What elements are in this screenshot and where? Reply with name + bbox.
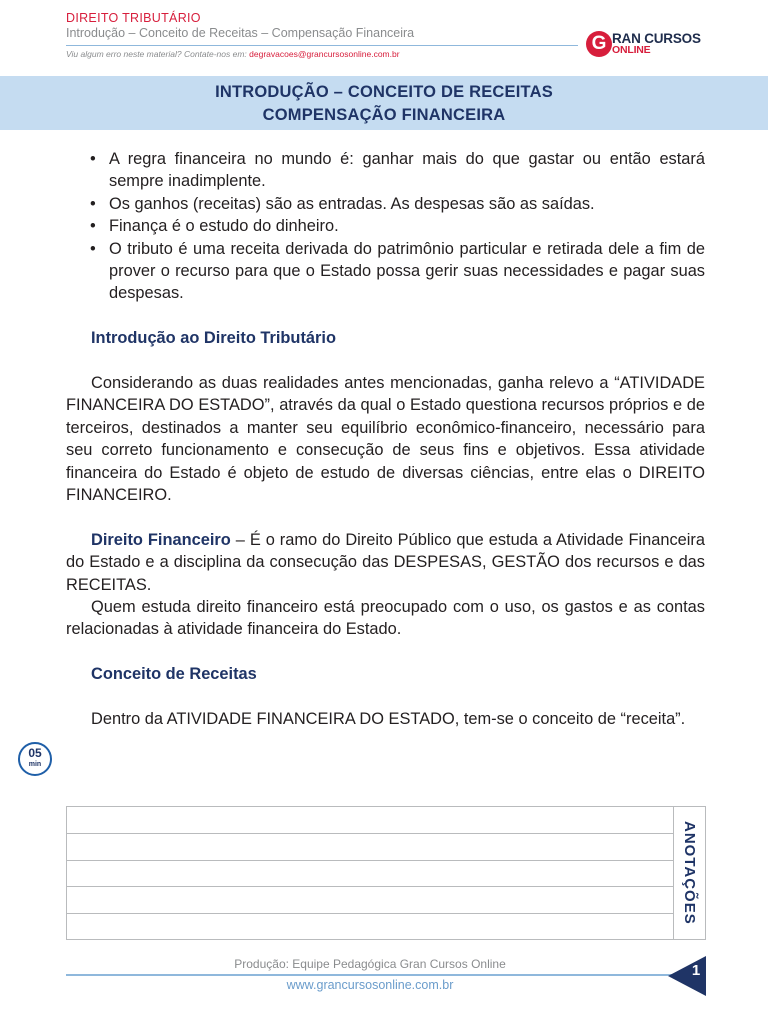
- intro-paragraph: Considerando as duas realidades antes mencionadas, ganha relevo a “ATIVIDADE FINANCEIRA DO ESTADO”, através da qual o Estado questiona recursos próprios e de terceiros, destinados a manter seu equilíbrio econômico-financeiro, necessário para seu correto funcionamento e consecução de seus fins e objetivos. Essa atividade financeira do Estado é objeto de estudo de diversas ciências, entre elas o DIREITO FINANCEIRO.: [66, 374, 705, 505]
- bullet-icon: •: [90, 239, 96, 258]
- list-item-text: Finança é o estudo do dinheiro.: [109, 217, 339, 236]
- list-item: [66, 238, 705, 305]
- page-header: [66, 11, 706, 66]
- page-title-line-1: INTRODUÇÃO – CONCEITO DE RECEITAS: [215, 83, 553, 101]
- list-item: [66, 193, 705, 215]
- bullet-icon: •: [90, 150, 96, 168]
- video-timestamp-badge[interactable]: [18, 742, 52, 776]
- direito-financeiro-definition: – É o ramo do Direito Público que estuda a Atividade Financeira do Estado e a disciplina da consecução das DESPESAS, GESTÃO dos recursos e das RECEITAS.: [66, 530, 705, 594]
- bullet-icon: •: [90, 217, 96, 236]
- section-heading-receitas: Conceito de Receitas: [91, 665, 257, 684]
- logo-g-mark: G: [586, 31, 612, 57]
- logo-text-bottom: ONLINE: [612, 44, 651, 56]
- topic-label: Introdução – Conceito de Receitas – Compensação Financeira: [66, 26, 415, 40]
- list-item-text: O tributo é uma receita derivada do patrimônio particular e retirada dele a fim de prover o recurso para que o Estado possa gerir suas necessidades e pagar suas despesas.: [109, 239, 705, 303]
- direito-financeiro-term: Direito Financeiro: [91, 530, 231, 549]
- header-divider: [66, 45, 578, 46]
- direito-financeiro-paragraph: [66, 529, 705, 596]
- spacer: [66, 305, 705, 327]
- list-item: [66, 215, 705, 237]
- footer-website-link[interactable]: www.grancursosonline.com.br: [286, 978, 454, 992]
- title-band: [0, 76, 768, 130]
- direito-financeiro-paragraph-2: Quem estuda direito financeiro está preocupado com o uso, os gastos e as contas relacionadas à atividade financeira do Estado.: [66, 598, 705, 639]
- section-heading-intro: Introdução ao Direito Tributário: [91, 329, 336, 348]
- spacer: [66, 350, 705, 372]
- document-body: [66, 148, 705, 730]
- contact-email-link[interactable]: degravacoes@grancursosonline.com.br: [249, 49, 400, 59]
- logo-text-top: RAN CURSOS: [612, 31, 701, 46]
- subject-label: DIREITO TRIBUTÁRIO: [66, 11, 201, 25]
- footer-production: Produção: Equipe Pedagógica Gran Cursos Online: [234, 957, 506, 971]
- gran-cursos-logo[interactable]: [586, 31, 711, 61]
- timestamp-unit: min: [28, 761, 42, 768]
- notes-line: [67, 886, 673, 887]
- spacer: [66, 686, 705, 708]
- notes-line: [67, 833, 673, 834]
- list-item-text: Os ganhos (receitas) são as entradas. As despesas são as saídas.: [109, 194, 595, 213]
- notes-writing-area: [67, 807, 674, 939]
- timestamp-value: 05: [28, 746, 42, 760]
- footer-divider: [66, 974, 678, 976]
- notes-line: [67, 913, 673, 914]
- notes-line: [67, 860, 673, 861]
- page-title-line-2: COMPENSAÇÃO FINANCEIRA: [262, 106, 506, 124]
- notes-box: [66, 806, 706, 940]
- intro-bullet-list: [66, 148, 705, 305]
- spacer: [66, 506, 705, 528]
- page-number: 1: [691, 962, 701, 979]
- spacer: [66, 641, 705, 663]
- contact-line: [66, 49, 400, 59]
- list-item-text: A regra financeira no mundo é: ganhar mais do que gastar ou então estará sempre inadimplente.: [109, 150, 705, 191]
- bullet-icon: •: [90, 194, 96, 213]
- notes-label: ANOTAÇÕES: [681, 821, 698, 925]
- list-item: [66, 148, 705, 193]
- receitas-paragraph: Dentro da ATIVIDADE FINANCEIRA DO ESTADO, tem-se o conceito de “receita”.: [91, 710, 686, 729]
- contact-text: Viu algum erro neste material? Contate-nos em:: [66, 49, 250, 59]
